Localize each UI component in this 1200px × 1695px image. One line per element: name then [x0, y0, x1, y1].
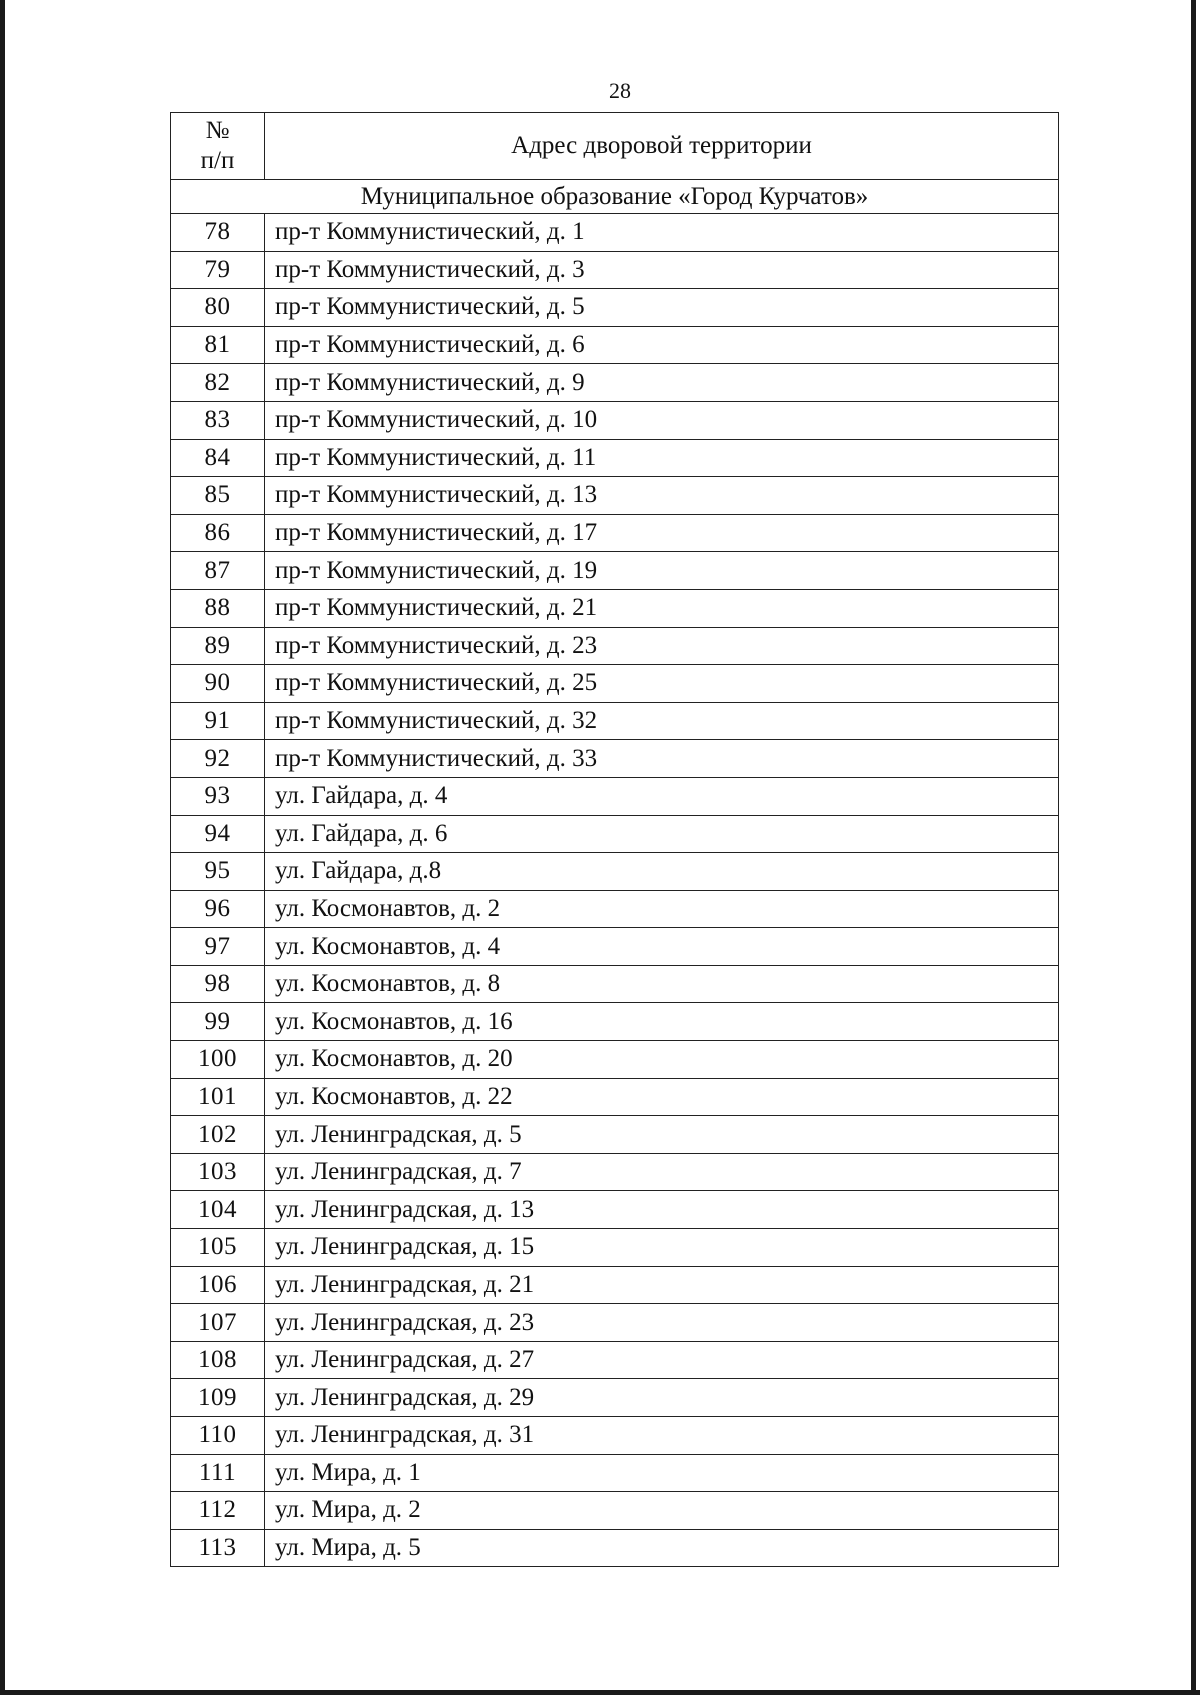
- row-number-cell: 79: [171, 251, 265, 289]
- row-number-cell: 86: [171, 514, 265, 552]
- row-number-cell: 78: [171, 214, 265, 252]
- scan-border-left: [0, 0, 5, 1695]
- row-number-cell: 101: [171, 1078, 265, 1116]
- row-address-cell: пр-т Коммунистический, д. 23: [265, 627, 1059, 665]
- row-address-cell: ул. Космонавтов, д. 4: [265, 928, 1059, 966]
- page-number: 28: [609, 78, 631, 103]
- table-row: [171, 439, 1059, 477]
- row-address-cell: ул. Ленинградская, д. 5: [265, 1116, 1059, 1154]
- row-number-cell: 113: [171, 1529, 265, 1567]
- row-address-cell: пр-т Коммунистический, д. 17: [265, 514, 1059, 552]
- table-row: [171, 1191, 1059, 1229]
- row-address-cell: ул. Ленинградская, д. 7: [265, 1153, 1059, 1191]
- row-number-cell: 87: [171, 552, 265, 590]
- row-address-cell: пр-т Коммунистический, д. 33: [265, 740, 1059, 778]
- table-row: [171, 815, 1059, 853]
- row-number-cell: 94: [171, 815, 265, 853]
- row-address-cell: ул. Мира, д. 2: [265, 1492, 1059, 1530]
- table-row: [171, 401, 1059, 439]
- row-number-cell: 95: [171, 853, 265, 891]
- row-address-cell: пр-т Коммунистический, д. 32: [265, 702, 1059, 740]
- row-address-cell: ул. Космонавтов, д. 22: [265, 1078, 1059, 1116]
- row-number-cell: 91: [171, 702, 265, 740]
- table-row: [171, 1304, 1059, 1342]
- table-row: [171, 928, 1059, 966]
- row-number-cell: 81: [171, 326, 265, 364]
- row-address-cell: ул. Ленинградская, д. 21: [265, 1266, 1059, 1304]
- row-address-cell: пр-т Коммунистический, д. 6: [265, 326, 1059, 364]
- row-number-cell: 107: [171, 1304, 265, 1342]
- row-number-cell: 82: [171, 364, 265, 402]
- table-row: [171, 1266, 1059, 1304]
- table-row: [171, 1229, 1059, 1267]
- row-number-cell: 96: [171, 890, 265, 928]
- row-number-cell: 83: [171, 401, 265, 439]
- table-row: [171, 589, 1059, 627]
- column-header-number: [171, 113, 265, 180]
- table-row: [171, 1379, 1059, 1417]
- row-address-cell: ул. Ленинградская, д. 31: [265, 1417, 1059, 1455]
- table-row: [171, 514, 1059, 552]
- row-address-cell: ул. Ленинградская, д. 15: [265, 1229, 1059, 1267]
- table-row: [171, 965, 1059, 1003]
- section-row: [171, 180, 1059, 214]
- row-address-cell: пр-т Коммунистический, д. 19: [265, 552, 1059, 590]
- column-header-address: Адрес дворовой территории: [265, 113, 1059, 180]
- row-number-cell: 100: [171, 1041, 265, 1079]
- row-address-cell: ул. Ленинградская, д. 27: [265, 1341, 1059, 1379]
- row-address-cell: пр-т Коммунистический, д. 9: [265, 364, 1059, 402]
- table-row: [171, 627, 1059, 665]
- table-row: [171, 1454, 1059, 1492]
- row-address-cell: пр-т Коммунистический, д. 11: [265, 439, 1059, 477]
- table-row: [171, 740, 1059, 778]
- row-number-cell: 102: [171, 1116, 265, 1154]
- table-row: [171, 702, 1059, 740]
- row-address-cell: ул. Ленинградская, д. 13: [265, 1191, 1059, 1229]
- table-body: [171, 180, 1059, 1567]
- section-title: Муниципальное образование «Город Курчатов»: [171, 180, 1059, 214]
- row-address-cell: пр-т Коммунистический, д. 13: [265, 477, 1059, 515]
- table-row: [171, 665, 1059, 703]
- table-row: [171, 251, 1059, 289]
- row-address-cell: ул. Гайдара, д. 4: [265, 777, 1059, 815]
- table-row: [171, 1417, 1059, 1455]
- row-number-cell: 111: [171, 1454, 265, 1492]
- row-address-cell: пр-т Коммунистический, д. 25: [265, 665, 1059, 703]
- row-address-cell: ул. Гайдара, д.8: [265, 853, 1059, 891]
- address-table: [170, 112, 1059, 1567]
- row-address-cell: ул. Космонавтов, д. 2: [265, 890, 1059, 928]
- row-number-cell: 110: [171, 1417, 265, 1455]
- table-row: [171, 1003, 1059, 1041]
- row-number-cell: 85: [171, 477, 265, 515]
- row-number-cell: 99: [171, 1003, 265, 1041]
- row-number-cell: 97: [171, 928, 265, 966]
- table-row: [171, 777, 1059, 815]
- row-address-cell: ул. Космонавтов, д. 8: [265, 965, 1059, 1003]
- table-row: [171, 289, 1059, 327]
- table-row: [171, 1116, 1059, 1154]
- row-number-cell: 80: [171, 289, 265, 327]
- table-row: [171, 853, 1059, 891]
- row-number-cell: 90: [171, 665, 265, 703]
- table-row: [171, 552, 1059, 590]
- row-number-cell: 98: [171, 965, 265, 1003]
- row-number-cell: 92: [171, 740, 265, 778]
- row-address-cell: ул. Космонавтов, д. 20: [265, 1041, 1059, 1079]
- table-row: [171, 1341, 1059, 1379]
- table-row: [171, 214, 1059, 252]
- scan-border-bottom: [0, 1690, 1200, 1695]
- row-address-cell: ул. Мира, д. 1: [265, 1454, 1059, 1492]
- row-number-cell: 89: [171, 627, 265, 665]
- table-row: [171, 1153, 1059, 1191]
- table-row: [171, 1529, 1059, 1567]
- row-number-cell: 105: [171, 1229, 265, 1267]
- scan-border-right: [1191, 0, 1196, 1695]
- table-row: [171, 477, 1059, 515]
- row-address-cell: пр-т Коммунистический, д. 21: [265, 589, 1059, 627]
- table-row: [171, 1041, 1059, 1079]
- table-row: [171, 326, 1059, 364]
- table-header-row: [171, 113, 1059, 180]
- row-number-cell: 109: [171, 1379, 265, 1417]
- table-row: [171, 364, 1059, 402]
- row-address-cell: пр-т Коммунистический, д. 1: [265, 214, 1059, 252]
- row-number-cell: 93: [171, 777, 265, 815]
- row-number-cell: 88: [171, 589, 265, 627]
- row-number-cell: 112: [171, 1492, 265, 1530]
- row-address-cell: пр-т Коммунистический, д. 3: [265, 251, 1059, 289]
- row-number-cell: 84: [171, 439, 265, 477]
- column-header-number-line1: №: [205, 117, 230, 144]
- row-address-cell: ул. Космонавтов, д. 16: [265, 1003, 1059, 1041]
- row-address-cell: ул. Мира, д. 5: [265, 1529, 1059, 1567]
- row-address-cell: ул. Ленинградская, д. 29: [265, 1379, 1059, 1417]
- column-header-number-line2: п/п: [200, 147, 235, 174]
- row-address-cell: пр-т Коммунистический, д. 5: [265, 289, 1059, 327]
- row-address-cell: ул. Ленинградская, д. 23: [265, 1304, 1059, 1342]
- row-number-cell: 108: [171, 1341, 265, 1379]
- row-number-cell: 103: [171, 1153, 265, 1191]
- row-address-cell: пр-т Коммунистический, д. 10: [265, 401, 1059, 439]
- table-row: [171, 890, 1059, 928]
- row-number-cell: 104: [171, 1191, 265, 1229]
- table-row: [171, 1492, 1059, 1530]
- row-address-cell: ул. Гайдара, д. 6: [265, 815, 1059, 853]
- table-row: [171, 1078, 1059, 1116]
- row-number-cell: 106: [171, 1266, 265, 1304]
